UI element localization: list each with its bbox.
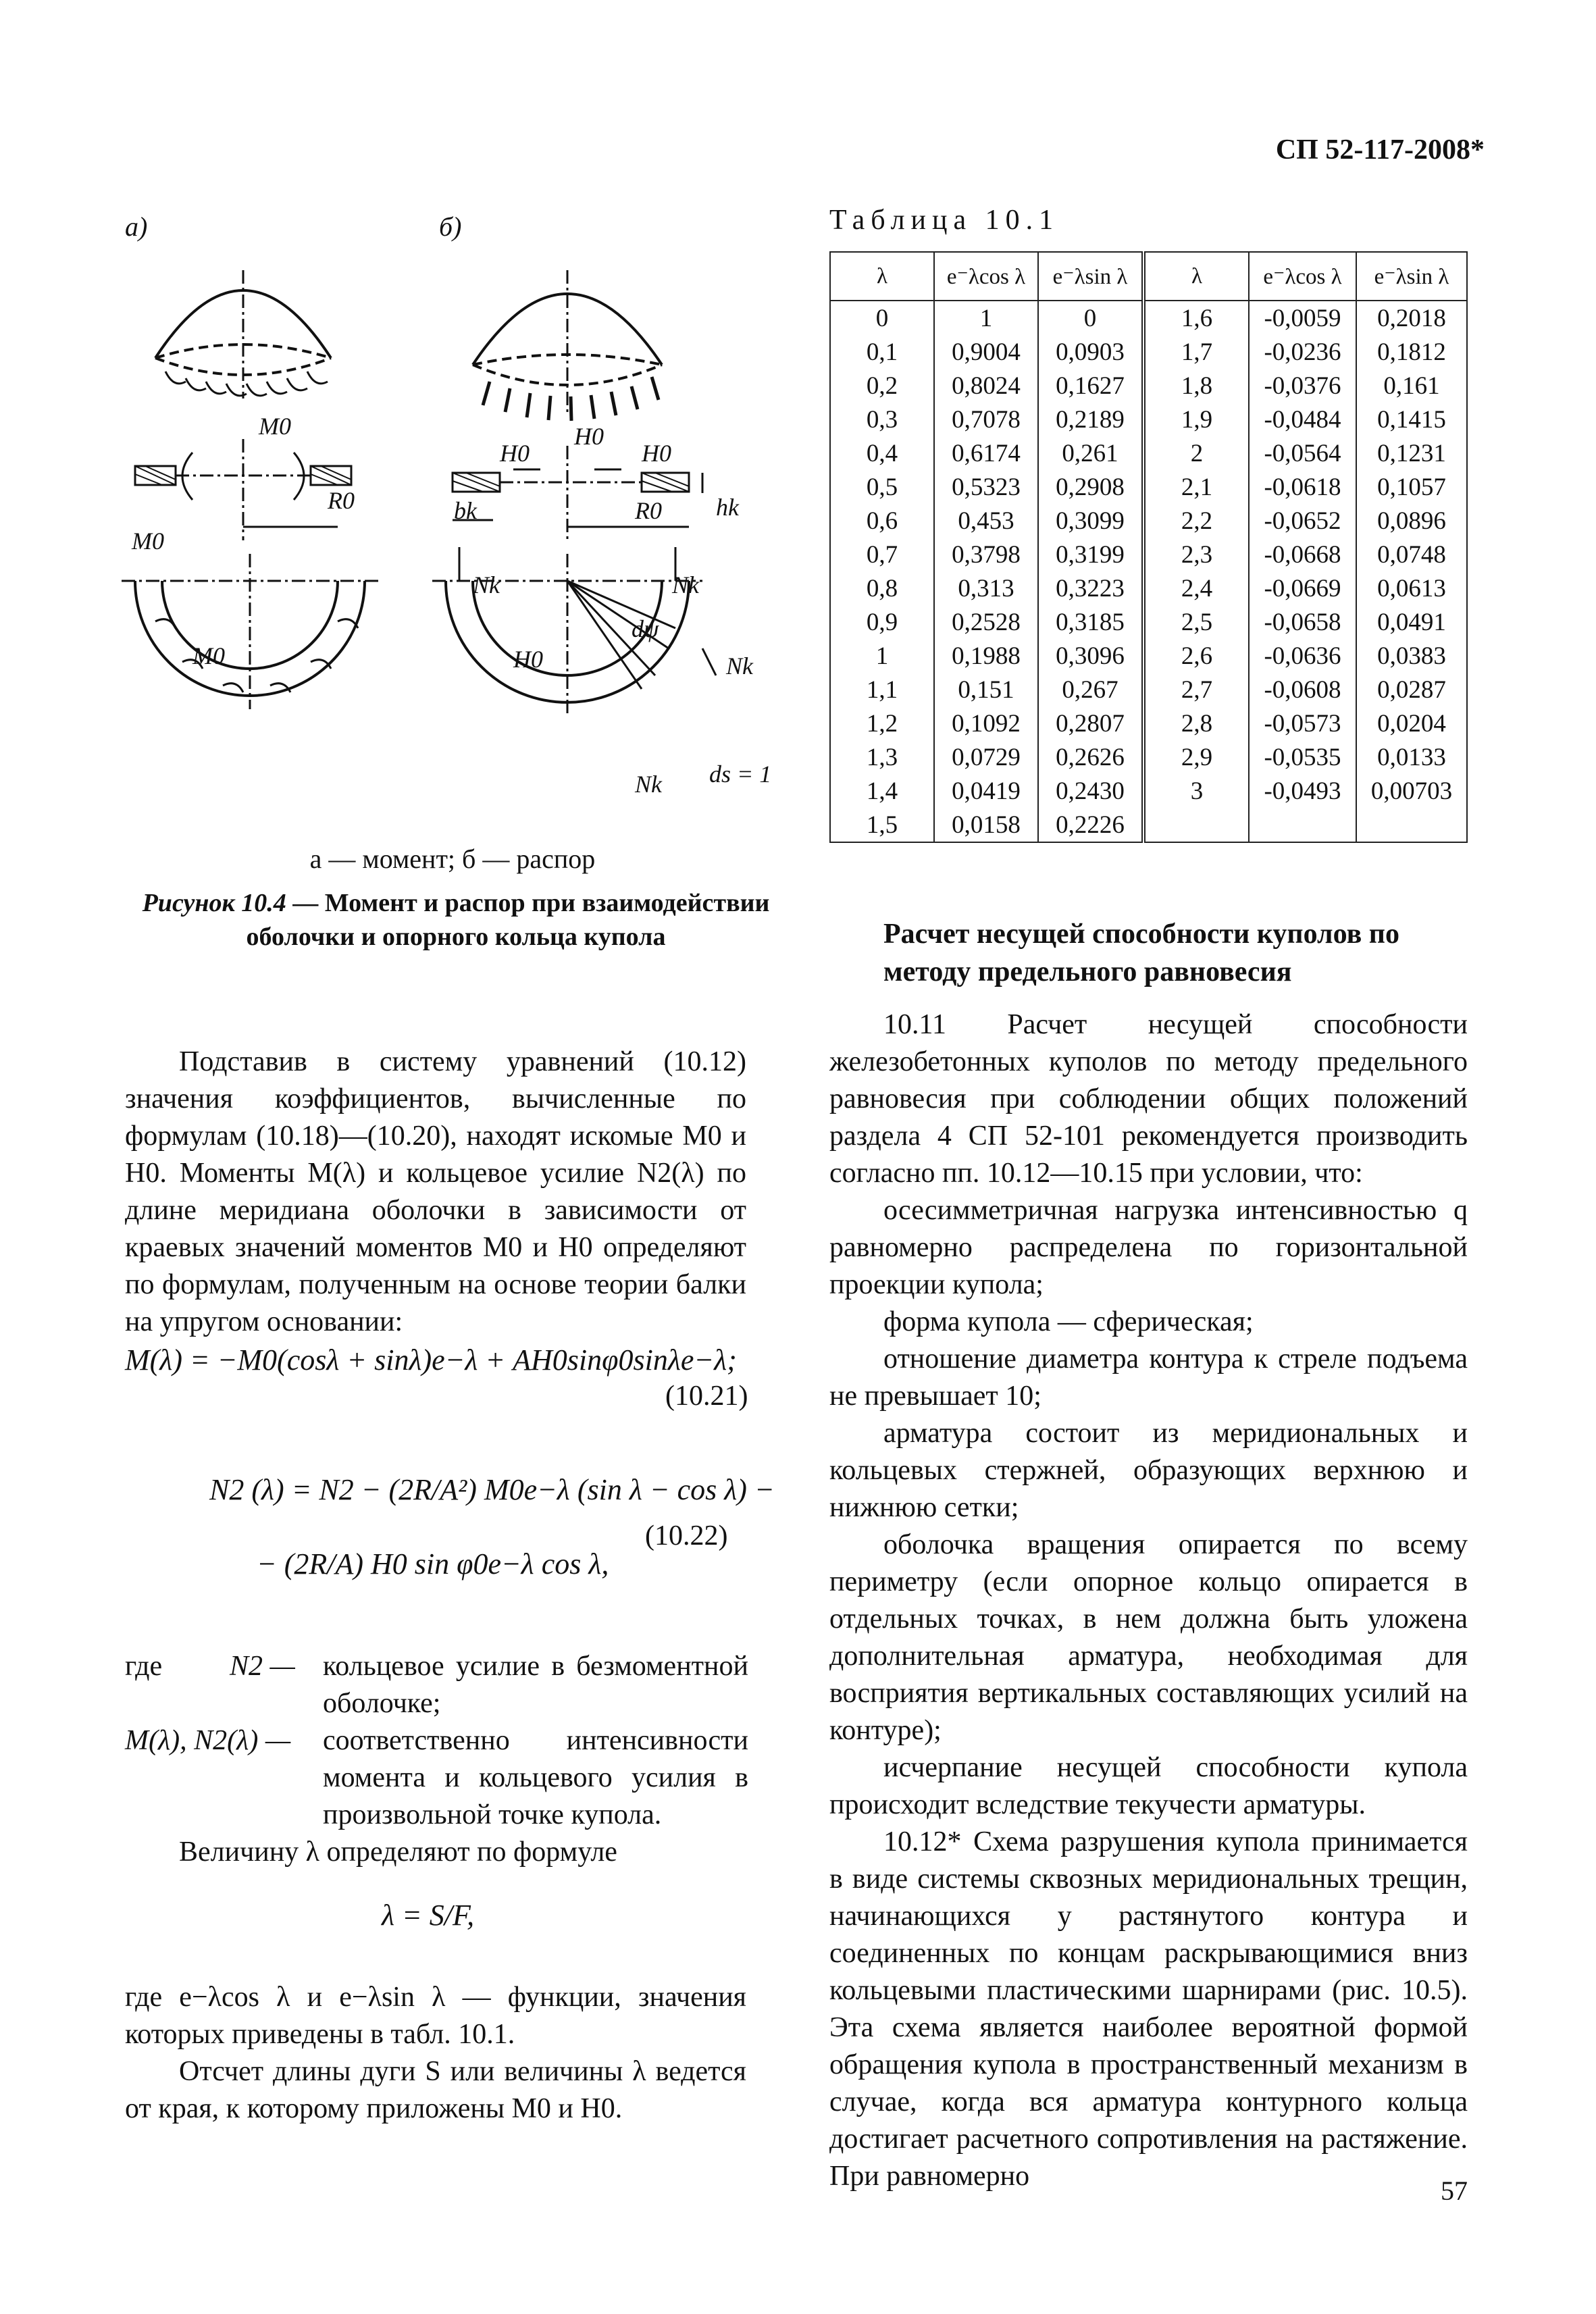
figure-label-a: а) — [125, 211, 148, 242]
table-cell: 1,4 — [830, 774, 934, 808]
table-cell: 1,9 — [1143, 403, 1249, 436]
table-row — [830, 369, 1467, 403]
label-m0-ring: M0 — [192, 642, 225, 669]
table-cell: -0,0652 — [1249, 504, 1356, 538]
table-cell: 0,2626 — [1038, 740, 1143, 774]
table-cell: 0,9 — [830, 605, 934, 639]
table-cell: 2,8 — [1143, 706, 1249, 740]
table-row — [830, 639, 1467, 673]
left-column — [125, 1044, 746, 1341]
paragraph: Подставив в систему уравнений (10.12) значения коэффициентов, вычисленные по формулам (10.18)—(10.20), находят искомые M0 и H0. Моменты M(λ) и кольцевое усилие N2(λ) по длине меридиана оболочки в зависимости от краевых значений моментов M0 и H0 определяют по формулам, полученным на основе теории балки на упругом основании: — [125, 1046, 746, 1337]
table-cell: -0,0658 — [1249, 605, 1356, 639]
table-cell: 0,1415 — [1356, 403, 1467, 436]
formula-lambda: λ = S/F, — [382, 1899, 475, 1932]
table-row — [830, 470, 1467, 504]
table-header: e⁻λcos λ — [1249, 252, 1356, 301]
where-symbol: M(λ), N2(λ) — — [125, 1725, 291, 1756]
table-cell: 2 — [1143, 436, 1249, 470]
table-cell: 0,0896 — [1356, 504, 1467, 538]
left-column-3 — [125, 1979, 746, 2128]
table-cell: 0,3798 — [934, 538, 1038, 571]
table-cell: 0,9004 — [934, 335, 1038, 369]
table-cell: 2,1 — [1143, 470, 1249, 504]
table-cell: 0,3 — [830, 403, 934, 436]
table-cell: 0,4 — [830, 436, 934, 470]
table-header: e⁻λcos λ — [934, 252, 1038, 301]
paragraph: Отсчет длины дуги S или величины λ ведется от края, к которому приложены M0 и H0. — [125, 2056, 746, 2124]
table-cell: 0,0491 — [1356, 605, 1467, 639]
paragraph: осесимметричная нагрузка интенсивностью q равномерно распределена по горизонтальной проекции купола; — [829, 1195, 1468, 1300]
table-cell: 0,7078 — [934, 403, 1038, 436]
table-cell: 0,1812 — [1356, 335, 1467, 369]
table-row — [830, 774, 1467, 808]
table-cell: -0,0493 — [1249, 774, 1356, 808]
label-m0-top: M0 — [259, 413, 291, 440]
table-cell: 0,3099 — [1038, 504, 1143, 538]
table-cell: 1 — [934, 301, 1038, 335]
table-cell: 0,6174 — [934, 436, 1038, 470]
label-bk: bk — [454, 497, 477, 524]
table-cell: 0,161 — [1356, 369, 1467, 403]
document-code: СП 52-117-2008* — [1275, 134, 1485, 165]
where-definition: соответственно интенсивности момента и кольцевого усилия в произвольной точке купола. — [323, 1725, 748, 1830]
table-row — [830, 403, 1467, 436]
table-cell: 0,2 — [830, 369, 934, 403]
table-cell: 0,0158 — [934, 808, 1038, 842]
table-cell: 2,7 — [1143, 673, 1249, 706]
table-cell: 0,6 — [830, 504, 934, 538]
table-cell: 0,2189 — [1038, 403, 1143, 436]
table-row — [830, 335, 1467, 369]
table-cell: 0,1988 — [934, 639, 1038, 673]
table-row — [830, 808, 1467, 842]
table-cell — [1249, 808, 1356, 842]
table-cell: 0,1627 — [1038, 369, 1143, 403]
page-number: 57 — [1441, 2176, 1468, 2206]
table-row — [830, 436, 1467, 470]
table-cell: 0,0903 — [1038, 335, 1143, 369]
table-cell: 0,0287 — [1356, 673, 1467, 706]
table-cell: 0,7 — [830, 538, 934, 571]
section-title: Расчет несущей способности куполов по методу предельного равновесия — [883, 919, 1399, 987]
label-r0-b: R0 — [635, 497, 662, 524]
table-cell: 0,3096 — [1038, 639, 1143, 673]
equation-number: (10.22) — [645, 1520, 728, 1551]
table-cell: 0,0133 — [1356, 740, 1467, 774]
right-column — [829, 1006, 1468, 2195]
table-cell: 1,7 — [1143, 335, 1249, 369]
table-cell: 2,4 — [1143, 571, 1249, 605]
table-cell: 0,1231 — [1356, 436, 1467, 470]
table-cell: 1,6 — [1143, 301, 1249, 335]
paragraph: арматура состоит из меридиональных и кольцевых стержней, образующих верхнюю и нижнюю сетки; — [829, 1418, 1468, 1523]
table-cell: 0,3185 — [1038, 605, 1143, 639]
label-m0-left: M0 — [132, 528, 164, 555]
table-cell: 0,3223 — [1038, 571, 1143, 605]
table-cell: 0,00703 — [1356, 774, 1467, 808]
table-cell: 0,5 — [830, 470, 934, 504]
table-cell: -0,0376 — [1249, 369, 1356, 403]
table-cell: -0,0236 — [1249, 335, 1356, 369]
label-r0-a: R0 — [328, 487, 355, 514]
data-table — [829, 251, 1468, 843]
table-cell: 0,2908 — [1038, 470, 1143, 504]
table-header: e⁻λsin λ — [1356, 252, 1467, 301]
table-cell: 0,8024 — [934, 369, 1038, 403]
table-cell: 0,313 — [934, 571, 1038, 605]
table-cell: -0,0535 — [1249, 740, 1356, 774]
table-row — [830, 504, 1467, 538]
formula-10-22-line1: N2 (λ) = N2 − (2R/A²) M0e−λ (sin λ − cos λ) − — [209, 1473, 775, 1506]
table-cell: 0,1 — [830, 335, 934, 369]
table-cell: -0,0668 — [1249, 538, 1356, 571]
paragraph: отношение диаметра контура к стреле подъема не превышает 10; — [829, 1343, 1468, 1412]
table-cell: -0,0636 — [1249, 639, 1356, 673]
equation-number: (10.21) — [665, 1381, 748, 1412]
label-nk-4: Nk — [635, 771, 662, 798]
figure-label-b: б) — [439, 211, 462, 242]
formula-10-22-line2: − (2R/A) H0 sin φ0e−λ cos λ, — [257, 1547, 609, 1580]
table-header: λ — [1143, 252, 1249, 301]
table-cell: -0,0573 — [1249, 706, 1356, 740]
paragraph: где e−λcos λ и e−λsin λ — функции, значения которых приведены в табл. 10.1. — [125, 1982, 746, 2050]
table-cell: 0,0613 — [1356, 571, 1467, 605]
paragraph: Величину λ определяют по формуле — [179, 1836, 617, 1868]
table-cell: 0,5323 — [934, 470, 1038, 504]
label-nk-2: Nk — [672, 571, 699, 598]
table-cell: 1,2 — [830, 706, 934, 740]
table-cell: 1,5 — [830, 808, 934, 842]
table-cell: 0,0748 — [1356, 538, 1467, 571]
table-header: e⁻λsin λ — [1038, 252, 1143, 301]
table-cell: 0,0204 — [1356, 706, 1467, 740]
paragraph: 10.12* Схема разрушения купола принимается в виде системы сквозных меридиональных трещин, начинающихся у растянутого контура и соединенных по концам раскрывающимися вниз кольцевыми пластическими шарнирами (рис. 10.5). Эта схема является наиболее вероятной формой обращения купола в пространственный механизм в случае, когда вся арматура контурного кольца достигает расчетного сопротивления на растяжение. При равномерно — [829, 1826, 1468, 2192]
label-dpsi: dψ — [632, 615, 659, 642]
table-cell: 0,267 — [1038, 673, 1143, 706]
table-cell: 2,9 — [1143, 740, 1249, 774]
table-cell: -0,0669 — [1249, 571, 1356, 605]
table-cell: 0,2807 — [1038, 706, 1143, 740]
label-h0-3: H0 — [642, 440, 671, 467]
label-hk: hk — [716, 494, 739, 521]
table-row — [830, 571, 1467, 605]
table-cell: 0,151 — [934, 673, 1038, 706]
table-cell: 0,0383 — [1356, 639, 1467, 673]
table-title: Таблица 10.1 — [829, 205, 1060, 236]
paragraph: исчерпание несущей способности купола происходит вследствие текучести арматуры. — [829, 1752, 1468, 1820]
table-cell — [1143, 808, 1249, 842]
table-cell: -0,0618 — [1249, 470, 1356, 504]
table-cell: 0,2226 — [1038, 808, 1143, 842]
table-row — [830, 605, 1467, 639]
where-definition: кольцевое усилие в безмоментной оболочке; — [323, 1651, 748, 1719]
table-cell: 2,3 — [1143, 538, 1249, 571]
table-cell: 0,261 — [1038, 436, 1143, 470]
table-cell: 0 — [830, 301, 934, 335]
label-h0-1: H0 — [500, 440, 530, 467]
table-cell: 0,1057 — [1356, 470, 1467, 504]
figure-number: Рисунок 10.4 — [142, 889, 286, 917]
label-nk-3: Nk — [726, 652, 753, 679]
label-h0-2: H0 — [574, 423, 604, 450]
table-cell: -0,0484 — [1249, 403, 1356, 436]
where-symbol: N2 — — [230, 1651, 295, 1682]
table-header-row — [830, 252, 1467, 301]
table-cell: 2,6 — [1143, 639, 1249, 673]
where-word: где — [125, 1651, 163, 1682]
table-cell — [1356, 808, 1467, 842]
table-cell: 2,2 — [1143, 504, 1249, 538]
paragraph: форма купола — сферическая; — [883, 1306, 1254, 1337]
figure-caption: а — момент; б — распор — [309, 844, 596, 874]
table-cell: 0,2430 — [1038, 774, 1143, 808]
table-row — [830, 301, 1467, 335]
left-column-2 — [125, 1834, 746, 1871]
table-row — [830, 538, 1467, 571]
table-cell: 0,0419 — [934, 774, 1038, 808]
table-cell: 0,3199 — [1038, 538, 1143, 571]
formula-10-21: M(λ) = −M0(cosλ + sinλ)e−λ + AH0sinφ0sinλe−λ; — [125, 1343, 737, 1377]
table-cell: 0,2528 — [934, 605, 1038, 639]
paragraph: 10.11 Расчет несущей способности железобетонных куполов по методу предельного равновесия при соблюдении общих положений раздела 4 СП 52-101 рекомендуется производить согласно пп. 10.12—10.15 при условии, что: — [829, 1009, 1468, 1189]
table-cell: 1,1 — [830, 673, 934, 706]
table-cell: -0,0608 — [1249, 673, 1356, 706]
figure-title — [101, 886, 810, 954]
figure-title-text: — Момент и распор при взаимодействии оболочки и опорного кольца купола — [246, 889, 770, 952]
table-cell: 1,3 — [830, 740, 934, 774]
table-cell: -0,0564 — [1249, 436, 1356, 470]
label-ds: ds = 1 — [709, 761, 772, 788]
table-cell: -0,0059 — [1249, 301, 1356, 335]
table-cell: 0,8 — [830, 571, 934, 605]
table-cell: 0,1092 — [934, 706, 1038, 740]
table-cell: 1 — [830, 639, 934, 673]
table-cell: 0,453 — [934, 504, 1038, 538]
table-cell: 0 — [1038, 301, 1143, 335]
table-cell: 0,2018 — [1356, 301, 1467, 335]
table-header: λ — [830, 252, 934, 301]
paragraph: оболочка вращения опирается по всему периметру (если опорное кольцо опирается в отдельных точках, в нем должна быть уложена дополнительная арматура, необходимая для восприятия вертикальных составляющих усилий на контуре); — [829, 1529, 1468, 1746]
table-cell: 3 — [1143, 774, 1249, 808]
label-nk-1: Nk — [473, 571, 500, 598]
dome-diagram — [108, 243, 797, 831]
label-h0-ring: H0 — [513, 646, 543, 673]
table-row — [830, 673, 1467, 706]
table-cell: 1,8 — [1143, 369, 1249, 403]
table-row — [830, 706, 1467, 740]
table-cell: 2,5 — [1143, 605, 1249, 639]
table-row — [830, 740, 1467, 774]
table-cell: 0,0729 — [934, 740, 1038, 774]
